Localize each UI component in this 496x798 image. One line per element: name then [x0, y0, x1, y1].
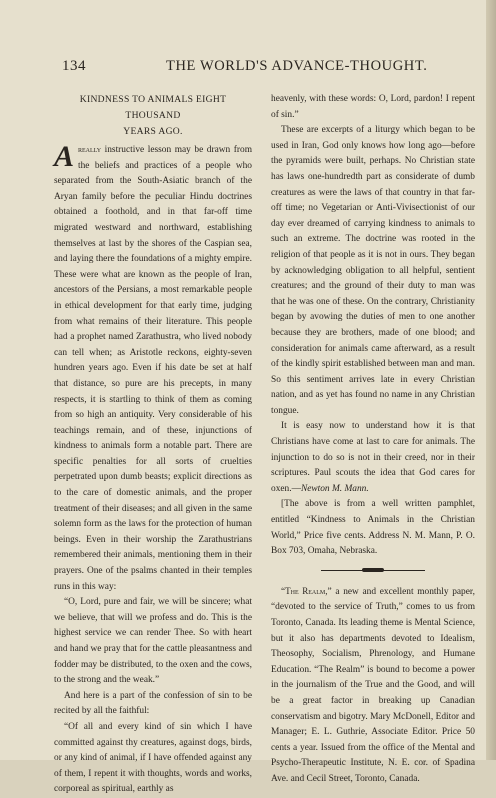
- article-title-line2: YEARS AGO.: [123, 126, 183, 137]
- confession-quote: “Of all and every kind of sin which I have committed against thy creatures, against dogs, birds, or any kind of animal, if I have offended against any of them, I repent it with thoughts, words and works, corporeal as spiritual, earthly as: [54, 721, 252, 795]
- paragraph-intro: [54, 142, 252, 595]
- realm-open-quote: “: [281, 586, 286, 597]
- paragraph-christians-text: It is easy now to understand how it is that Christians have come at last to care for animals. The injunction to do so is not in their creed, nor in their scriptures. Paul scouts the idea that God cares for oxen.—: [271, 421, 475, 494]
- confession-intro: And here is a part of the confession of sin to be recited by all the faithful:: [54, 690, 252, 717]
- paragraph-liturgy: These are excerpts of a liturgy which began to be used in Iran, God only knows how long ago—before the pyramids were built, perhaps. No Christian state has laws one-hundredth part as considerate of dumb creatures as were the laws of that country in that far-off time; no Vegetarian or Anti-Vivisectionist of our day ever dreamed of carrying kindness to animals to such an extreme. The doctrine was rooted in the religion of that people as it is not in ours. They began by acknowledging obligation to all helpful, sentient creatures; and the ground of their duty to man was that he was one of these. On the contrary, Christianity began by avowing the duties of men to one another because they are brothers, made of one blood; and consideration for animals came afterward, as a result of the kindly spirit established between man and man. So this sentiment arrives late in every Christian nation, and as yet has found no name in any Christian tongue.: [271, 125, 475, 416]
- section-divider: [271, 564, 475, 578]
- pamphlet-note: [The above is from a well written pamphlet, entitled “Kindness to Animals in the Christian World,” Price five cents. Address N. M. Mann, P. O. Box 703, Omaha, Nebraska.: [271, 499, 475, 557]
- article-title-line1: KINDNESS TO ANIMALS EIGHT THOUSAND: [79, 94, 227, 121]
- article-title: [54, 92, 252, 140]
- divider-ornament: [362, 568, 384, 572]
- running-title: THE WORLD'S ADVANCE-THOUGHT.: [166, 58, 428, 74]
- author-attribution: Newton M. Mann.: [300, 483, 369, 494]
- paragraph-realm: [271, 584, 475, 788]
- page-header: [62, 58, 482, 80]
- right-column: [271, 92, 475, 788]
- psalm-quote: “O, Lord, pure and fair, we will be sincere; what we believe, that will we profess and do. This is the highest service we can render Thee. So with heart and hand we pray that for the cattle pleasantness and fodder may be distributed, to the oxen and the cows, to the strong and the weak.”: [54, 597, 252, 686]
- page-edge: [486, 0, 496, 760]
- page-number: 134: [62, 58, 86, 74]
- drop-cap: A: [54, 140, 75, 173]
- confession-quote-end: heavenly, with these words: O, Lord, pardon! I repent of sin.”: [271, 94, 475, 120]
- first-word: really: [78, 144, 102, 154]
- paragraph-christians: [271, 419, 475, 497]
- paragraph-intro-text: instructive lesson may be drawn from the beliefs and practices of a people who separated from the South-Asiatic branch of the Aryan family before the peculiar Hindu doctrines obtained a foothold, and in that far-off time migrated westward and northward, establishing themselves at last by the shores of the Caspian sea, and laying there the foundations of a mighty empire. These were what are known as the people of Iran, ancestors of the Persians, a most remarkable people in ethical development for that early time, judging from what remains of their literature. This people had a prophet named Zarathustra, who lived nobody can tell when; as Aristotle reckons, eighty-seven hundren years ago. Even if his date be set at half that distance, so pure are his precepts, in many respects, it is startling to think of them as coming from so high an antiquity. Very considerable of his teachings remain, and of these, injunctions of kindness to animals form a notable part. There are specific penalties for all sorts of cruelties perpetrated upon dumb beasts; explicit directions as to the care of domestic animals, and the proper treatment of their diseases; and all given in the same solemn form as the laws for the protection of human beings. Even in their worship the Zarathustrians remembered their animals, mentioning them in their prayers. One of the psalms chanted in their temples runs in this way:: [54, 145, 252, 592]
- realm-name: The Realm,: [285, 585, 328, 596]
- paragraph-realm-text: ” a new and excellent monthly paper, “devoted to the service of Truth,” comes to us from Toronto, Canada. Its leading theme is Mental Science, but it also has departments devoted to Idealism, Theosophy, Socialism, Phrenology, and Humane Education. “The Realm” is bound to become a power in the journalism of the True and the Good, and will be a great factor in breaking up Canadian conservatism and bigotry. Mary McDonell, Editor and Manager; E. L. Guthrie, Associate Editor. Price 50 cents a year. Issued from the office of the Mental and Psycho-Therapeutic Institute, N. E. cor. of Spadina Ave. and Cecil Street, Toronto, Canada.: [271, 586, 475, 784]
- left-column: [54, 92, 252, 798]
